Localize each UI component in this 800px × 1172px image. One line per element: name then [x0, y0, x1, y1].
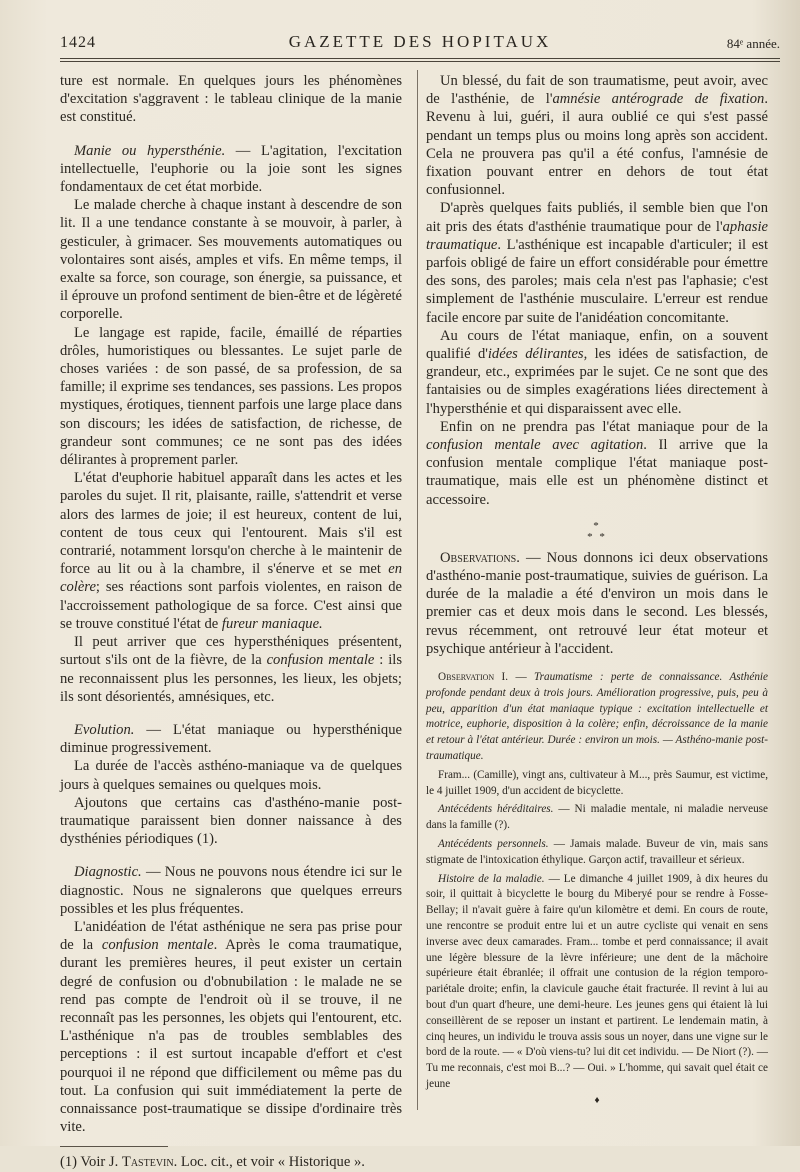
paragraph: Il peut arriver que ces hypersthéniques présentent, surtout s'ils ont de la fièvre, de la confusion mentale : ils ne reconnaissent plus les personnes, les lieux, les objets; ils sont désorientés, amnésiques, etc. [60, 634, 402, 705]
paragraph-manie: Manie ou hypersthénie. — L'agitation, l'excitation intellectuelle, l'euphorie ou la joie sont les signes fondamentaux de cet état morbide. [60, 142, 402, 196]
bottom-ornament: ♦ [594, 1094, 600, 1106]
observation-title: Observation I. — Traumatisme : perte de connaissance. Asthénie profonde pendant deux à trois jours. Amélioration progressive, puis, peu à peu, apparition d'un état maniaque typique : excitation intellectuelle et motrice, euphorie, disposition à la colère; enfin, décroissance de la manie et retour à l'état antérieur. Durée : environ un mois. — Asthéno-manie post-traumatique. [426, 671, 768, 763]
page-header [60, 30, 780, 54]
paragraph: Ajoutons que certains cas d'asthéno-manie post-traumatique paraissent bien donner naissance à des dysthénies périodiques (1). [60, 794, 402, 848]
paragraph: Antécédents héréditaires. — Ni maladie mentale, ni maladie nerveuse dans la famille (?). [426, 803, 768, 832]
paragraph: ture est normale. En quelques jours les phénomènes d'excitation s'aggravent : le tableau clinique de la manie est constitué. [60, 73, 402, 126]
paragraph: Un blessé, du fait de son traumatisme, peut avoir, avec de l'asthénie, de l'amnésie antérograde de fixation. Revenu à lui, guéri, il aura oublié ce qui s'est passé pendant un temps plus ou moins long après son accident. Cela ne prouvera pas qu'il a été confus, l'amnésie de fixation pouvant entrer en dehors de tout état confusionnel. [426, 73, 768, 199]
left-column [60, 72, 402, 1172]
section-heading-manie: Manie ou hypersthénie. [74, 142, 226, 159]
header-rule-top [60, 58, 780, 59]
paragraph: La durée de l'accès asthéno-maniaque va de quelques jours à quelques semaines ou quelques mois. [60, 758, 402, 793]
paragraph: Au cours de l'état maniaque, enfin, on a souvent qualifié d'idées délirantes, les idées de satisfaction, de grandeur, etc., exprimées par le sujet. Ce ne sont que des fantaisies ou de simples exagérations liées directement à l'hypersthénie et qui disparaissent avec elle. [426, 327, 768, 417]
section-heading-observations: Observations. [440, 549, 520, 566]
right-column [426, 72, 768, 1106]
paragraph: L'anidéation de l'état asthénique ne sera pas prise pour de la confusion mentale. Après le coma traumatique, durant les premières heures, il peut exister un certain degré de confusion ou d'obnubilation : le malade ne se rend pas compte de l'endroit où il se trouve, il ne reconnaît pas les personnes, les objets qui l'entourent, etc. L'asthénique n'a pas de troubles semblables des perceptions : il est surtout incapable d'effort et c'est pourquoi il ne répond que difficilement ou même pas du tout. La confusion qui suit immédiatement la perte de connaissance post-traumatique se dissipe d'ordinaire très vite. [60, 918, 402, 1136]
journal-title: GAZETTE DES HOPITAUX [288, 32, 552, 51]
header-rule-bottom [60, 61, 780, 62]
footnote: (1) Voir J. Tastevin. Loc. cit., et voir « Historique ». [60, 1154, 365, 1171]
section-heading-evolution: Evolution. [74, 721, 135, 738]
section-heading-diagnostic: Diagnostic. [74, 864, 142, 881]
column-divider [417, 70, 418, 1110]
paragraph: Antécédents personnels. — Jamais malade. Buveur de vin, mais sans stigmate de l'intoxication éthylique. Garçon actif, travailleur et sérieux. [426, 838, 768, 866]
paragraph-observations: Observations. — Nous donnons ici deux observations d'asthéno-manie post-traumatique, suivies de guérison. La durée de la maladie a été d'environ un mois dans le premier cas et deux mois dans le second. Les blessés, revus récemment, ont retrouvé leur état moteur et psychique antérieur à l'accident. [426, 549, 768, 657]
paragraph: Le malade cherche à chaque instant à descendre de son lit. Il a une tendance constante à se mouvoir, à parler, à gesticuler, à grimacer. Ses mouvements automatiques ou volontaires sont aisés, amples et vifs. En même temps, il exalte sa force, son courage, son énergie, sa puissance, et il éprouve un profond sentiment de bien-être et de légèreté corporelle. [60, 197, 402, 323]
paragraph-diagnostic: Diagnostic. — Nous ne pouvons nous étendre ici sur le diagnostic. Nous ne signalerons que quelques erreurs possibles et les plus fréquentes. [60, 864, 402, 917]
paragraph: Histoire de la maladie. — Le dimanche 4 juillet 1909, à dix heures du soir, il quittait à bicyclette le bourg du Miberyé pour se rendre à Fosse-Bellay; il n'avait guère à faire qu'un kilomètre et demi. En cours de route, une rencontre se produit entre lui et un autre cycliste qui venait en sens inverse avec deux camarades. Fram... tombe et perd connaissance; il avait une légère blessure de la lèvre inférieure; une dent de la mâchoire supérieure était ébranlée; il offrait une contusion de la région temporo-pariétale droite; enfin, la clavicule gauche était fracturée. Il revint à lui au bout d'un quart d'heure, une demi-heure. Les jeunes gens qui étaient là lui conseillèrent de se reposer un instant et partirent. Le lendemain matin, à cinq heures, un individu le trouva assis sous un noyer, dans une vigne sur le bord de la route. — « D'où viens-tu? lui dit cet individu. — De Niort (?). — Tu me reconnais, c'est moi B...? — Oui. » L'homme, qui savait quel était ce jeune [426, 872, 768, 1091]
page-number: 1424 [60, 34, 96, 51]
paragraph: L'état d'euphorie habituel apparaît dans les actes et les paroles du sujet. Il rit, plaisante, raille, s'attendrit et verse alors des larmes de joie; il est heureux, content de lui, content de tous ceux qui l'entourent. Mais s'il est contrarié, notamment lorsqu'on cherche à le maintenir de force au lit ou à la chambre, il s'énerve et se met en colère; ses réactions sont parfois violentes, en raison de l'accroissement pathologique de sa force. C'est ainsi que se trouve constitué l'état de fureur maniaque. [60, 470, 402, 632]
journal-year: 84ᵉ année. [726, 36, 780, 51]
paragraph-evolution: Evolution. — L'état maniaque ou hypersthénique diminue progressivement. [60, 721, 402, 757]
paragraph: Fram... (Camille), vingt ans, cultivateur à M..., près Saumur, est victime, le 4 juillet 1909, d'un accident de bicyclette. [426, 768, 768, 797]
paragraph: Le langage est rapide, facile, émaillé de réparties drôles, humoristiques ou blessantes. Le sujet parle de choses variées : de son passé, de sa profession, de sa famille; il exprime ses tendances, ses passions. Les propos mystiques, érotiques, tiennent parfois une large place dans son discours; les idées de satisfaction, de richesse, de grandeur sont communes; ce ne sont pas des idées délirantes à proprement parler. [60, 324, 402, 469]
paragraph: D'après quelques faits publiés, il semble bien que l'on ait pris des états d'asthénie traumatique pour de l'aphasie traumatique. L'asthénique est incapable d'articuler; il est parfois obligé de faire un effort considérable pour émettre des sons, des paroles; mais cela n'est pas l'aphasie; c'est simplement de l'asthénie musculaire. L'erreur est rendue facile encore par suite de l'anidéation concomitante. [426, 200, 768, 326]
observation-case [426, 670, 768, 1093]
section-separator-stars: * * * [587, 519, 607, 543]
paragraph: Enfin on ne prendra pas l'état maniaque pour de la confusion mentale avec agitation. Il arrive que la confusion mentale complique l'état maniaque post-traumatique, mais elle est un phénomène distinct et accessoire. [426, 418, 768, 508]
footnote-rule [60, 1146, 168, 1147]
